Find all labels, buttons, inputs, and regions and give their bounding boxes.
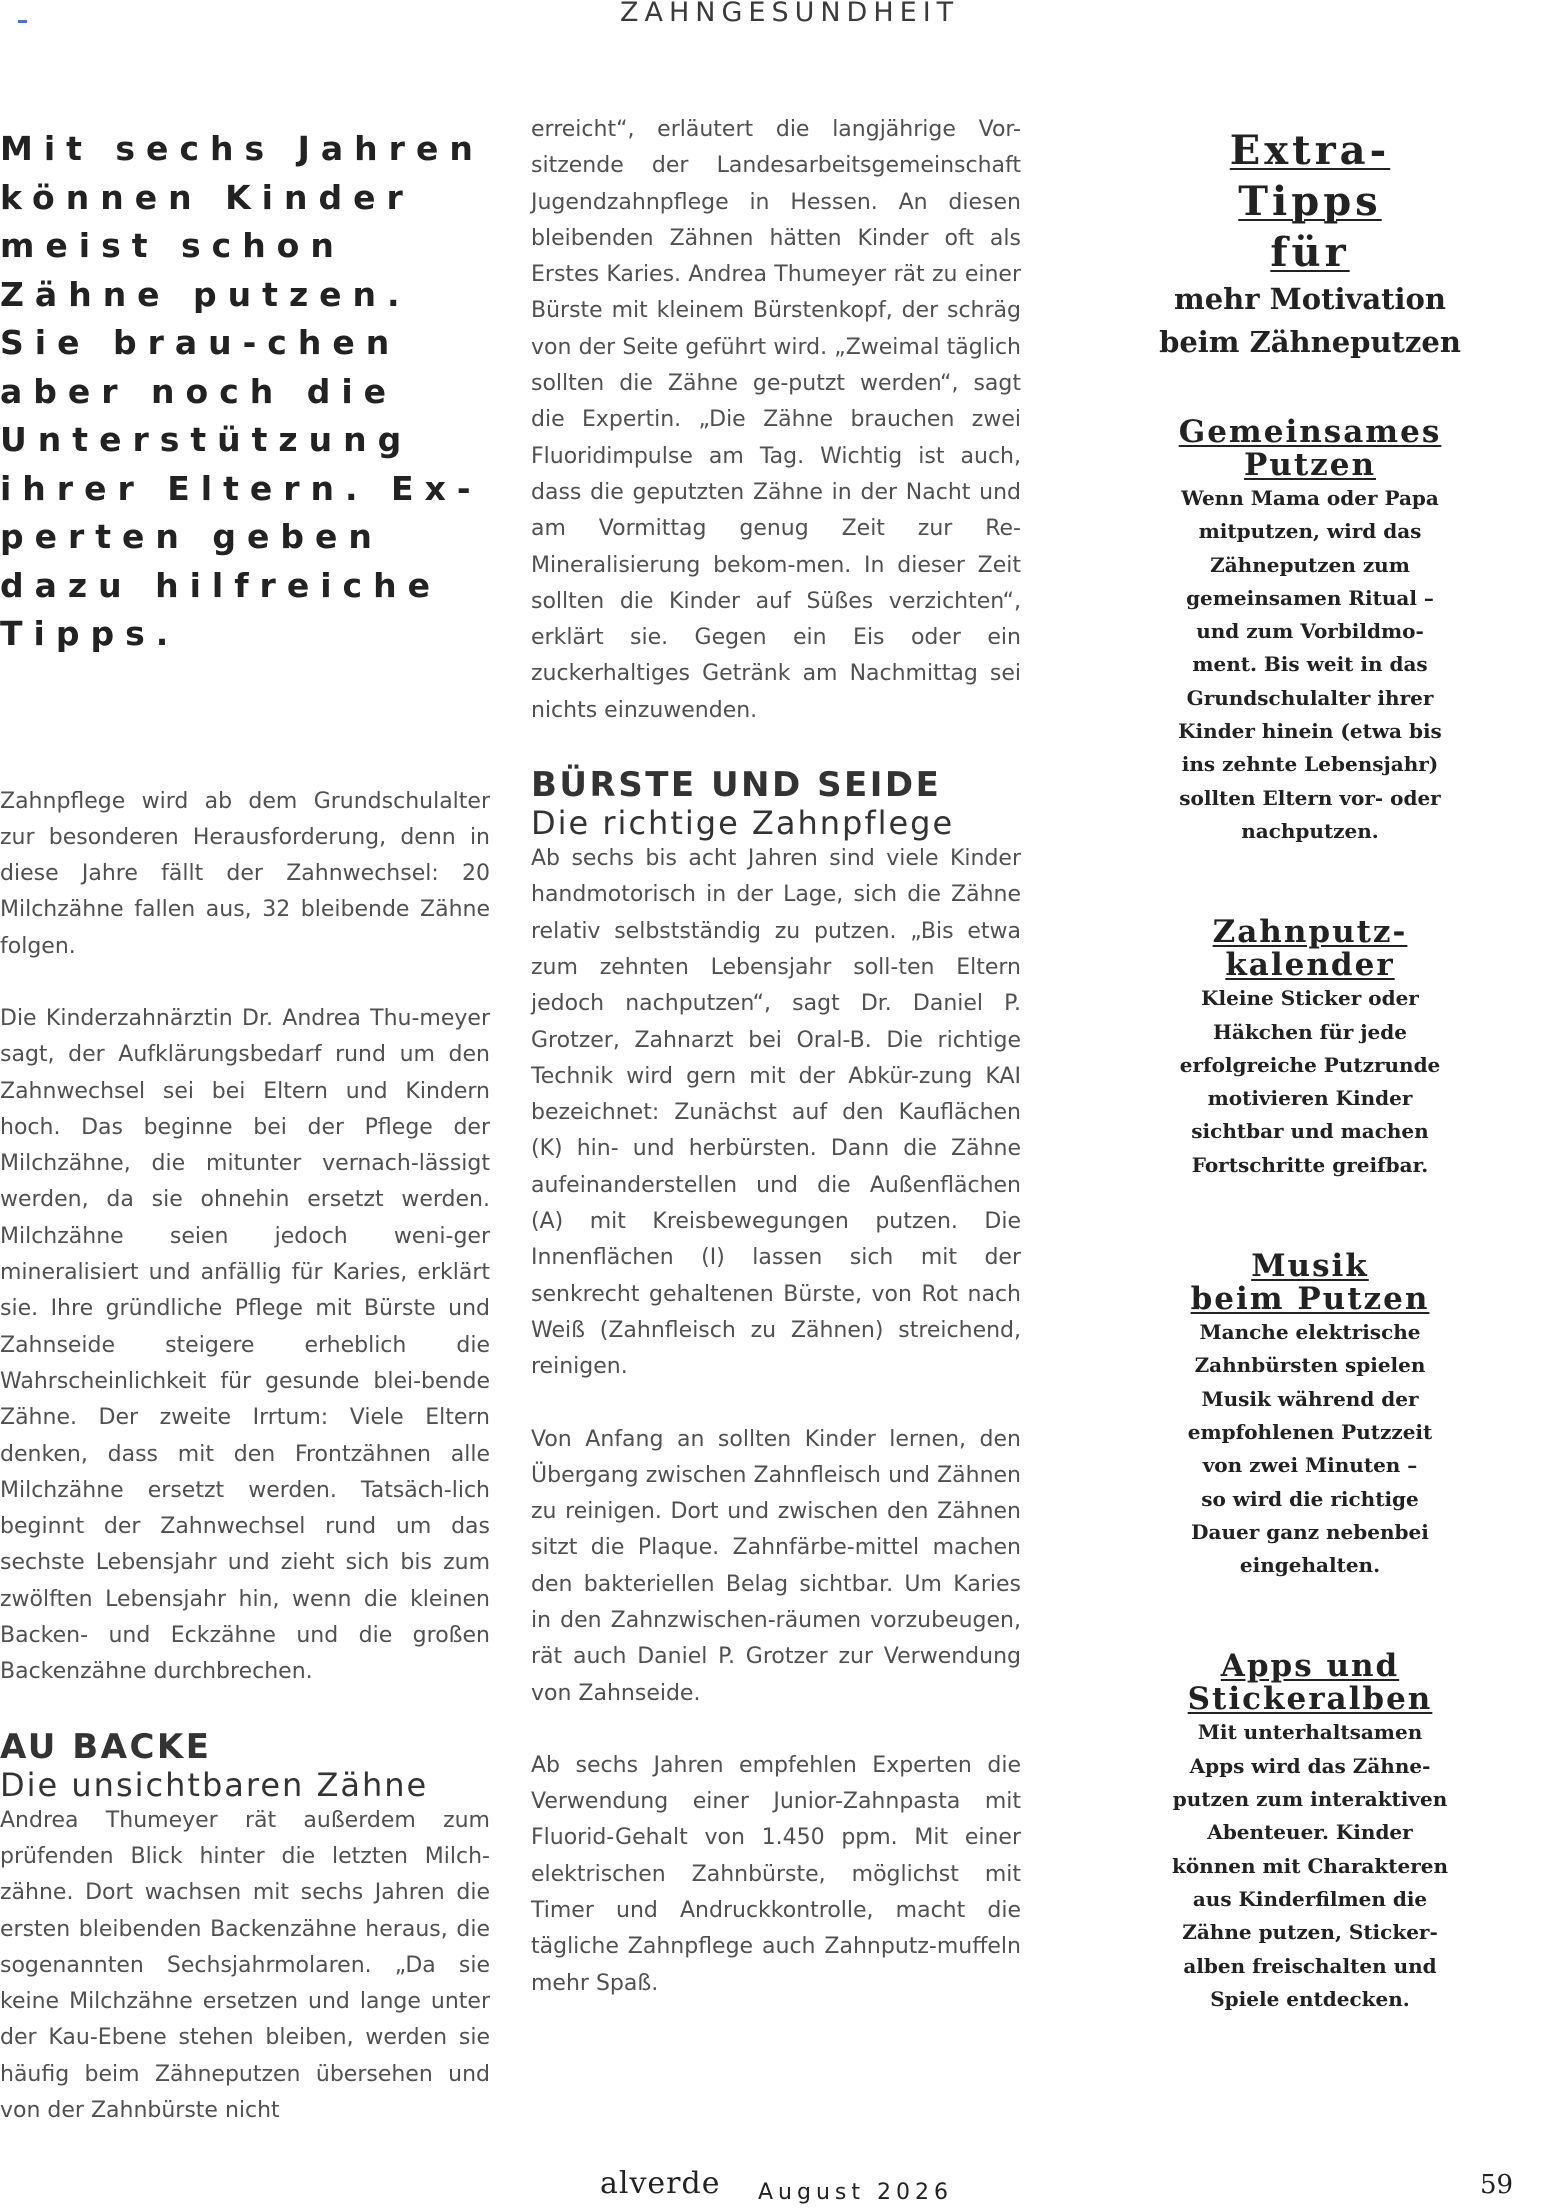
- issue-date: August 2026: [758, 2180, 953, 2205]
- tip-text-line: mitputzen, wird das: [1198, 519, 1422, 544]
- tips-title-line: Extra-: [1229, 127, 1391, 174]
- body-paragraph: Ab sechs Jahren empfehlen Experten die Verwendung einer Junior-Zahnpasta mit Fluorid-Gehalt von 1.450 ppm. Mit einer elektrischen Zahnbürste, möglichst mit Timer und Andruckkontrolle, macht die tägliche Zahnpflege auch Zahnputz-muffeln mehr Spaß.: [531, 1752, 1021, 1996]
- tip-heading-line: beim Putzen: [1190, 1281, 1430, 1318]
- tip-text-line: Zahnbürsten spielen: [1194, 1353, 1426, 1378]
- tip-text-line: Musik während der: [1201, 1386, 1419, 1411]
- section-heading: AU BACKE: [0, 1726, 212, 1767]
- tip-box: [1140, 1650, 1480, 2016]
- tip-text-line: Grundschulalter ihrer: [1186, 685, 1434, 710]
- tip-text-line: Kleine Sticker oder: [1201, 986, 1419, 1011]
- tip-heading-line: Apps und: [1220, 1648, 1400, 1685]
- body-paragraph: erreicht“, erläutert die langjährige Vor-sitzende der Landesarbeitsgemeinschaft Jugendzahnpflege in Hessen. An diesen bleibenden Zähnen hätten Kinder oft als Erstes Karies. Andrea Thumeyer rät zu einer Bürste mit kleinem Bürstenkopf, der schräg von der Seite geführt wird. „Zweimal täglich sollten die Zähne ge-putzt werden“, sagt die Expertin. „Die Zähne brauchen zwei Fluoridimpulse am Tag. Wichtig ist auch, dass die geputzten Zähne in der Nacht und am Vormittag genug Zeit zur Re-Mineralisierung bekom-men. In dieser Zeit sollten die Kinder auf Süßes verzichten“, erklärt sie. Gegen ein Eis oder ein zuckerhaltiges Getränk am Nachmittag sei nichts einzuwenden.: [531, 117, 1021, 723]
- tip-text-line: Zähne putzen, Sticker-: [1182, 1920, 1438, 1945]
- tip-text-line: Mit unterhaltsamen: [1197, 1720, 1423, 1745]
- tip-text-line: nachputzen.: [1241, 818, 1379, 843]
- tip-text-line: aus Kinderfilmen die: [1192, 1886, 1428, 1911]
- tip-text-line: sollten Eltern vor- oder: [1179, 785, 1441, 810]
- tip-heading-line: Zahnputz-: [1212, 914, 1408, 951]
- tip-heading-line: kalender: [1225, 947, 1395, 984]
- tips-title-line: Tipps: [1238, 178, 1382, 225]
- tip-text-line: Spiele entdecken.: [1210, 1986, 1410, 2011]
- tip-text-line: gemeinsamen Ritual –: [1186, 585, 1434, 610]
- corner-mark: [18, 20, 27, 23]
- tips-subtitle-line: beim Zähneputzen: [1159, 325, 1461, 359]
- tip-text-line: alben freischalten und: [1183, 1953, 1437, 1978]
- body-paragraph: Andrea Thumeyer rät außerdem zum prüfenden Blick hinter die letzten Milch-zähne. Dort wachsen mit sechs Jahren die ersten bleibenden Backenzähne heraus, die sogenannten Sechsjahrmolaren. „Da sie keine Milchzähne ersetzen und lange unter der Kau-Ebene stehen bleiben, werden sie häufig beim Zähneputzen übersehen und von der Zahnbürste nicht: [0, 1807, 490, 2123]
- tip-box: [1140, 1250, 1480, 1582]
- body-paragraph: Zahnpflege wird ab dem Grundschulalter zur besonderen Herausforderung, denn in diese Jahre fällt der Zahnwechsel: 20 Milchzähne fallen aus, 32 bleibende Zähne folgen.: [0, 788, 490, 959]
- tip-text-line: Wenn Mama oder Papa: [1181, 486, 1439, 510]
- tip-text-line: Fortschritte greifbar.: [1191, 1152, 1429, 1177]
- tip-text-line: so wird die richtige: [1201, 1486, 1419, 1511]
- tip-heading-line: Putzen: [1243, 447, 1377, 483]
- section-subheading: Die richtige Zahnpflege: [531, 804, 955, 843]
- tip-heading-line: Stickeralben: [1187, 1681, 1433, 1718]
- article-intro: Mit sechs Jahren können Kinder meist schon Zähne putzen. Sie brau-chen aber noch die Unterstützung ihrer Eltern. Ex-perten geben dazu hilfreiche Tipps.: [0, 129, 484, 653]
- tip-text-line: Dauer ganz nebenbei: [1191, 1519, 1429, 1544]
- tips-title-line: für: [1270, 229, 1350, 276]
- tip-text-line: Abenteuer. Kinder: [1207, 1820, 1413, 1845]
- tips-title: [1140, 125, 1480, 364]
- tip-text-line: putzen zum interaktiven: [1172, 1787, 1448, 1812]
- tip-text-line: Häkchen für jede: [1213, 1019, 1407, 1044]
- tips-list: [1140, 416, 1480, 2016]
- tip-box: [1140, 916, 1480, 1182]
- body-paragraph: Von Anfang an sollten Kinder lernen, den Übergang zwischen Zahnfleisch und Zähnen zu reinigen. Dort und zwischen den Zähnen sitzt die Plaque. Zahnfärbe-mittel machen den bakteriellen Belag sichtbar. Um Karies in den Zahnzwischen-räumen vorzubeugen, rät auch Daniel P. Grotzer zur Verwendung von Zahnseide.: [531, 1426, 1021, 1706]
- tip-text-line: und zum Vorbildmo-: [1196, 619, 1424, 644]
- tip-heading-line: Musik: [1251, 1248, 1369, 1285]
- tip-heading-line: Gemeinsames: [1178, 414, 1442, 450]
- section-label: ZAHNGESUNDHEIT: [620, 0, 960, 28]
- body-paragraph: Die Kinderzahnärztin Dr. Andrea Thu-meyer sagt, der Aufklärungsbedarf rund um den Zahnwechsel sei bei Eltern und Kindern hoch. Das beginne bei der Pflege der Milchzähne, die mitunter vernach-lässigt werden, da sie ohnehin ersetzt werden. Milchzähne seien jedoch weni-ger mineralisiert und anfällig für Karies, erklärt sie. Ihre gründliche Pflege mit Bürste und Zahnseide steigere erheblich die Wahrscheinlichkeit für gesunde blei-bende Zähne. Der zweite Irrtum: Viele Eltern denken, dass mit den Frontzähnen alle Milchzähne ersetzt werden. Tatsäch-lich beginnt der Zahnwechsel rund um das sechste Lebensjahr und zieht sich bis zum zwölften Lebensjahr hin, wenn die kleinen Backen- und Eckzähne und die großen Backenzähne durchbrechen.: [0, 1005, 490, 1685]
- tip-text-line: ins zehnte Lebensjahr): [1181, 752, 1439, 777]
- tip-text-line: Apps wird das Zähne-: [1189, 1753, 1431, 1778]
- tip-text-line: Kinder hinein (etwa bis: [1178, 719, 1442, 744]
- tip-text-line: ment. Bis weit in das: [1192, 652, 1428, 677]
- tip-text-line: Manche elektrische: [1199, 1320, 1421, 1345]
- tip-text-line: empfohlenen Putzzeit: [1187, 1419, 1433, 1444]
- brand-logo: alverde: [600, 2166, 721, 2201]
- tips-subtitle-line: mehr Motivation: [1174, 282, 1446, 316]
- section-subheading: Die unsichtbaren Zähne: [0, 1765, 429, 1804]
- tip-text-line: Zähneputzen zum: [1210, 552, 1410, 577]
- body-paragraph: Ab sechs bis acht Jahren sind viele Kinder handmotorisch in der Lage, sich die Zähne relativ selbstständig zu putzen. „Bis etwa zum zehnten Lebensjahr soll-ten Eltern jedoch nachputzen“, sagt Dr. Daniel P. Grotzer, Zahnarzt bei Oral-B. Die richtige Technik wird gern mit der Abkür-zung KAI bezeichnet: Zunächst auf den Kauflächen (K) hin- und herbürsten. Dann die Zähne aufeinanderstellen und die Außenflächen (A) mit Kreisbewegungen putzen. Die Innenflächen (I) lassen sich mit der senkrecht gehaltenen Bürste, von Rot nach Weiß (Zahnfleisch zu Zähnen) streichend, reinigen.: [531, 846, 1021, 1380]
- tip-text-line: sichtbar und machen: [1191, 1119, 1429, 1144]
- tip-text-line: eingehalten.: [1239, 1553, 1381, 1578]
- tip-text-line: können mit Charakteren: [1171, 1853, 1448, 1878]
- article-column-1: [0, 125, 490, 2129]
- page-number: 59: [1480, 2170, 1514, 2200]
- tip-box: [1140, 416, 1480, 848]
- tip-text-line: motivieren Kinder: [1207, 1086, 1413, 1111]
- tip-text-line: erfolgreiche Putzrunde: [1179, 1052, 1441, 1077]
- tips-sidebar: [1140, 125, 1480, 2016]
- article-column-2: [531, 117, 1021, 2002]
- section-heading: BÜRSTE UND SEIDE: [531, 765, 942, 806]
- tip-text-line: von zwei Minuten –: [1202, 1453, 1418, 1478]
